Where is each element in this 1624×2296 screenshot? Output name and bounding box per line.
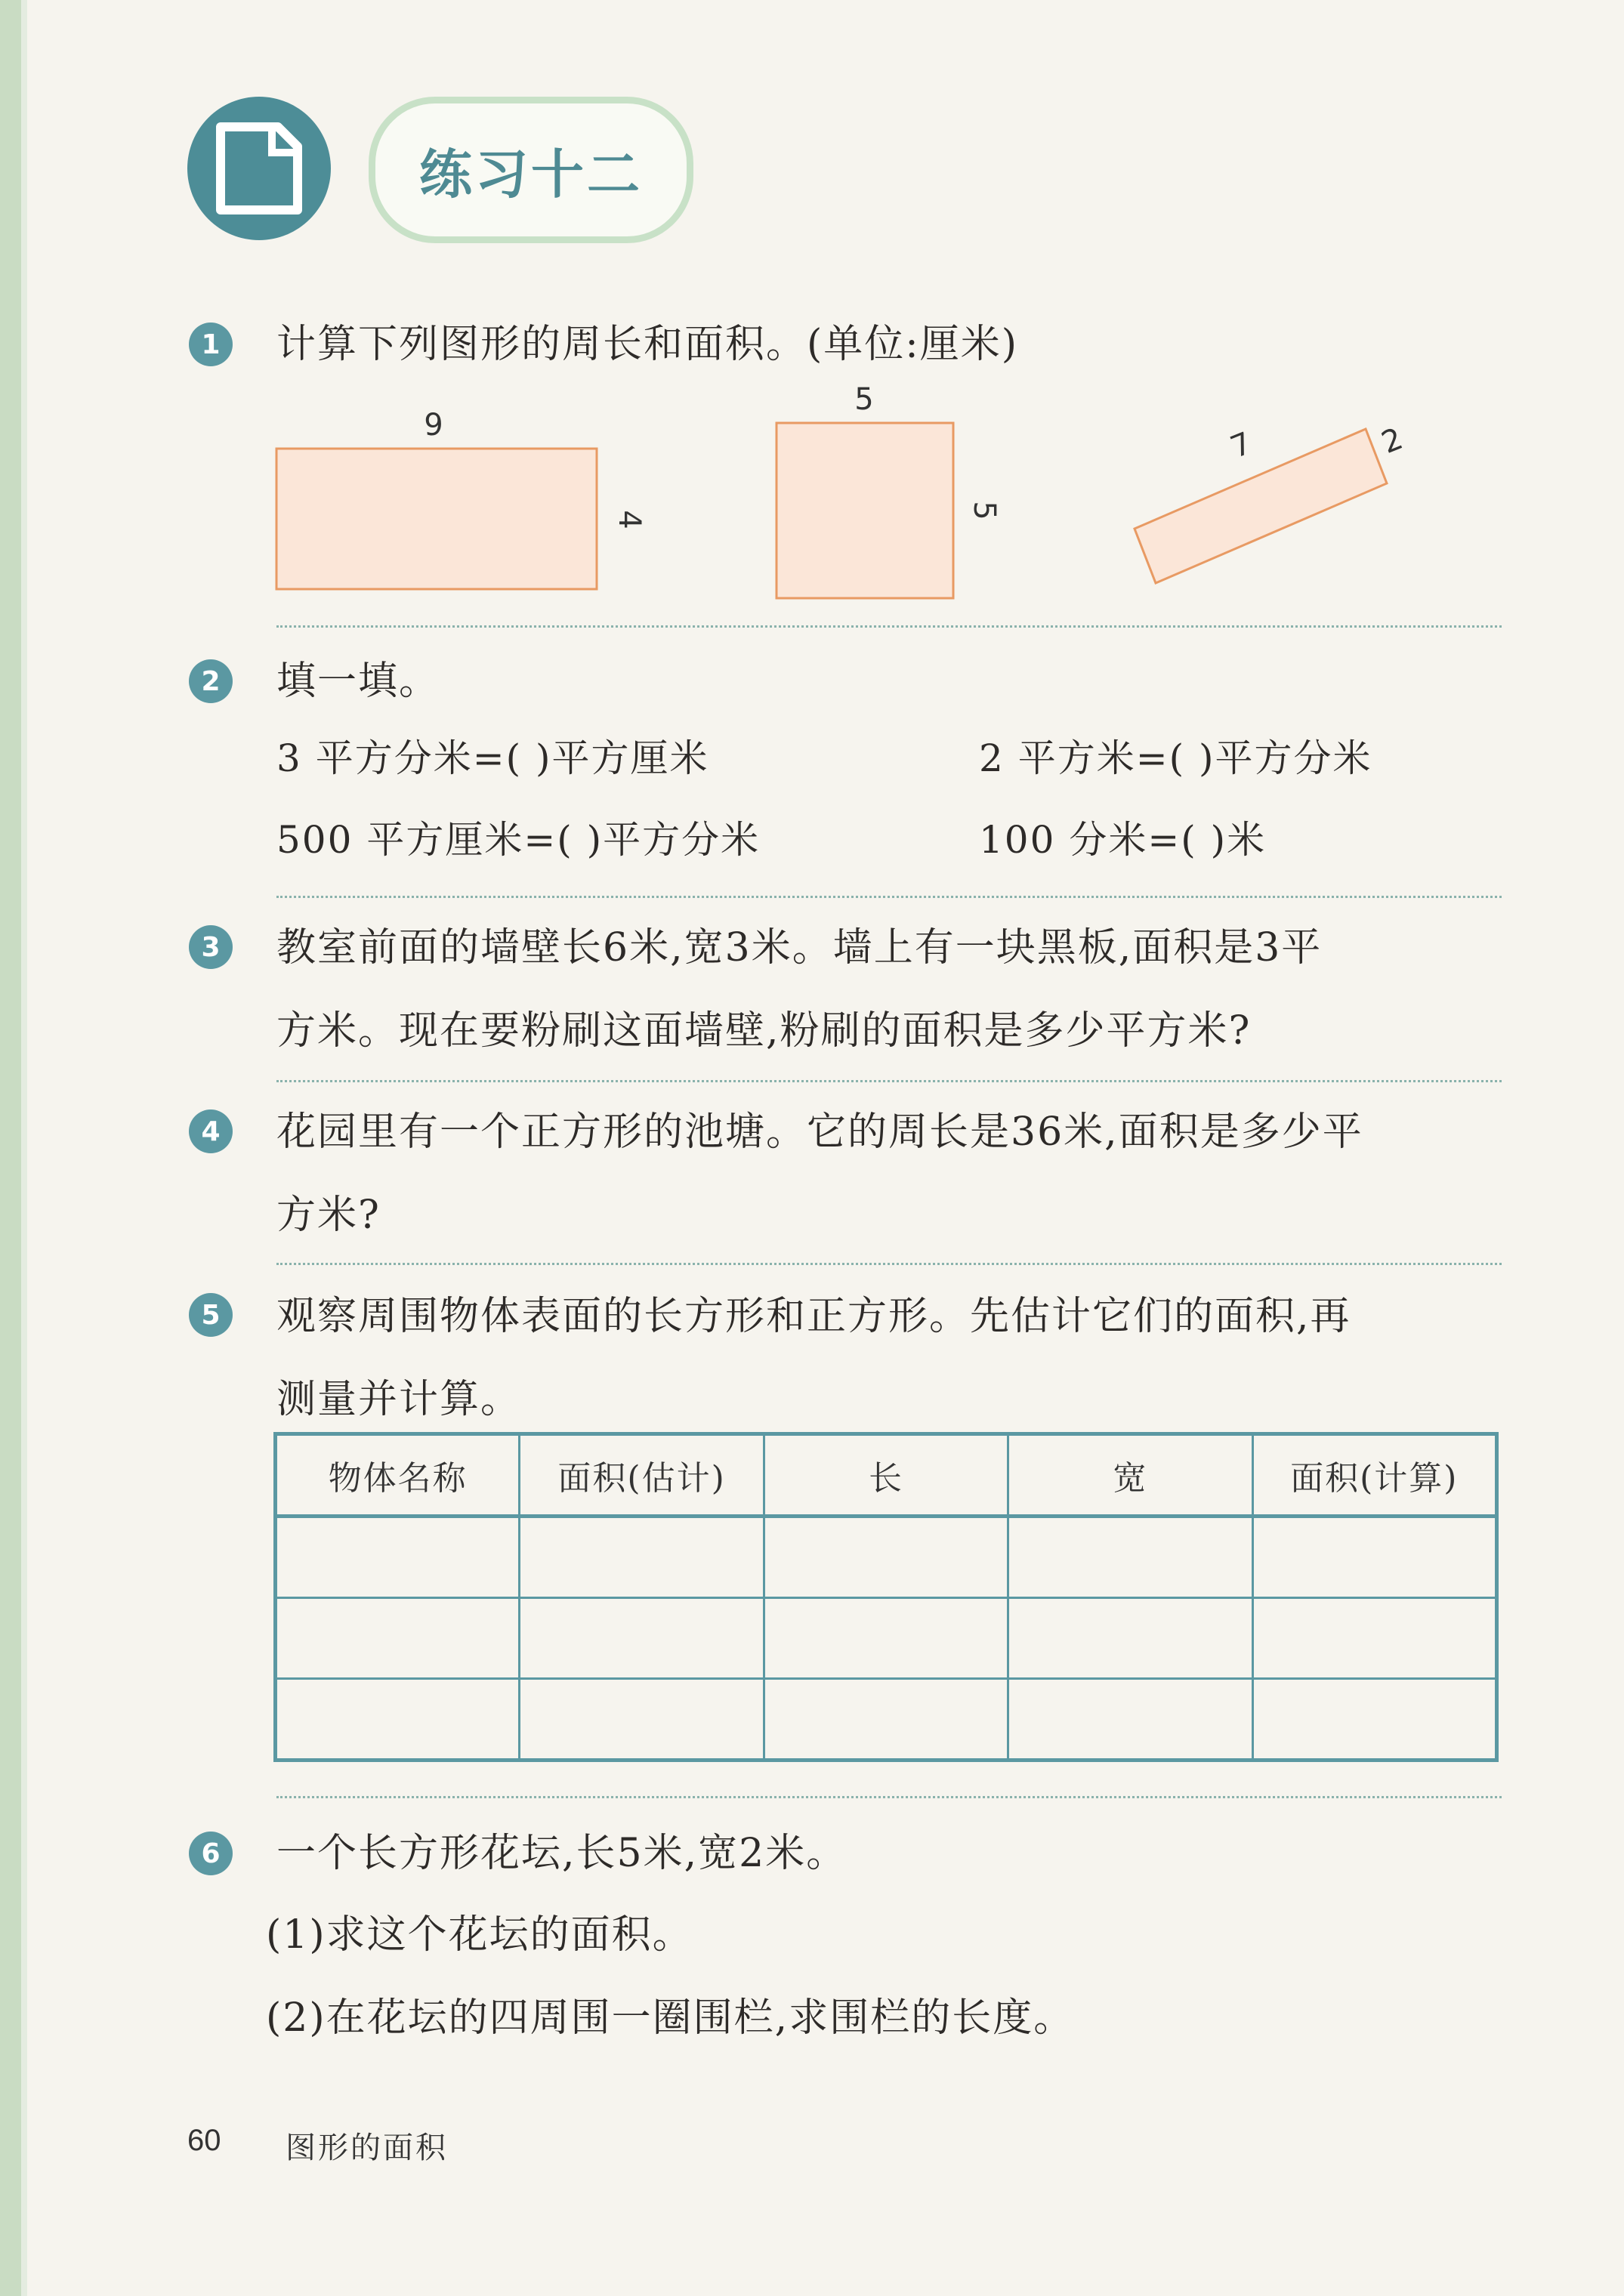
- table-header-row: [276, 1434, 1497, 1517]
- fill-blank-1: 3 平方分米=( )平方厘米: [276, 736, 709, 780]
- divider-2: [276, 896, 1502, 898]
- table-cell[interactable]: [764, 1679, 1008, 1761]
- page-number: 60: [187, 2124, 221, 2157]
- question-3-line-2: 方米。现在要粉刷这面墙壁,粉刷的面积是多少平方米?: [276, 1008, 1252, 1054]
- table-row: [276, 1598, 1497, 1679]
- rect-width-label: 9: [424, 408, 443, 443]
- question-1-figures: [0, 0, 1624, 634]
- header-length: 长: [764, 1434, 1008, 1517]
- table-cell[interactable]: [276, 1598, 520, 1679]
- question-3-line-1: 教室前面的墙壁长6米,宽3米。墙上有一块黑板,面积是3平: [276, 925, 1323, 971]
- table-cell[interactable]: [764, 1517, 1008, 1598]
- question-6-text: 一个长方形花坛,长5米,宽2米。: [276, 1831, 848, 1876]
- question-number-2: 2: [189, 659, 233, 703]
- measurement-table: [273, 1432, 1499, 1762]
- table-cell[interactable]: [1252, 1679, 1496, 1761]
- figure-rectangle: [276, 449, 597, 589]
- table-cell[interactable]: [276, 1517, 520, 1598]
- table-cell[interactable]: [764, 1598, 1008, 1679]
- slanted-short-label: 2: [1376, 421, 1408, 461]
- divider-3: [276, 1080, 1502, 1082]
- header-width: 宽: [1008, 1434, 1252, 1517]
- figure-slanted-rectangle: [1135, 429, 1387, 583]
- chapter-title: 图形的面积: [286, 2131, 448, 2165]
- question-5-line-1: 观察周围物体表面的长方形和正方形。先估计它们的面积,再: [276, 1294, 1351, 1339]
- table-cell[interactable]: [520, 1679, 764, 1761]
- table-cell[interactable]: [1008, 1517, 1252, 1598]
- slanted-long-label: 7: [1225, 425, 1257, 466]
- table-row: [276, 1517, 1497, 1598]
- fill-blank-3: 500 平方厘米=( )平方分米: [276, 818, 761, 862]
- fill-blank-4: 100 分米=( )米: [979, 818, 1267, 862]
- table-cell[interactable]: [1252, 1517, 1496, 1598]
- rect-height-label: 4: [612, 510, 647, 529]
- table-cell[interactable]: [520, 1598, 764, 1679]
- table-cell[interactable]: [1008, 1598, 1252, 1679]
- exercise-title: 练习十二: [419, 142, 643, 205]
- question-6-sub-2: (2)在花坛的四周围一圈围栏,求围栏的长度。: [266, 1995, 1075, 2041]
- figure-square: [776, 423, 953, 598]
- fill-blank-2: 2 平方米=( )平方分米: [979, 736, 1372, 780]
- header-calculated-area: 面积(计算): [1252, 1434, 1496, 1517]
- header-object-name: 物体名称: [276, 1434, 520, 1517]
- question-number-5: 5: [189, 1293, 233, 1337]
- divider-1: [276, 625, 1502, 628]
- divider-4: [276, 1263, 1502, 1265]
- question-number-3: 3: [189, 925, 233, 969]
- question-5-line-2: 测量并计算。: [276, 1377, 522, 1422]
- divider-5: [276, 1796, 1502, 1798]
- question-number-4: 4: [189, 1109, 233, 1153]
- square-top-label: 5: [854, 382, 874, 417]
- table-cell[interactable]: [276, 1679, 520, 1761]
- question-4-line-1: 花园里有一个正方形的池塘。它的周长是36米,面积是多少平: [276, 1109, 1363, 1155]
- header-estimated-area: 面积(估计): [520, 1434, 764, 1517]
- question-number-6: 6: [189, 1832, 233, 1875]
- table-row: [276, 1679, 1497, 1761]
- question-4-line-2: 方米?: [276, 1193, 381, 1238]
- question-6-sub-1: (1)求这个花坛的面积。: [266, 1912, 693, 1958]
- square-side-label: 5: [967, 501, 1002, 520]
- table-cell[interactable]: [1008, 1679, 1252, 1761]
- question-2-text: 填一填。: [276, 659, 440, 704]
- table-cell[interactable]: [1252, 1598, 1496, 1679]
- question-number-1: 1: [189, 322, 233, 366]
- table-cell[interactable]: [520, 1517, 764, 1598]
- question-1-text: 计算下列图形的周长和面积。(单位:厘米): [276, 322, 1019, 367]
